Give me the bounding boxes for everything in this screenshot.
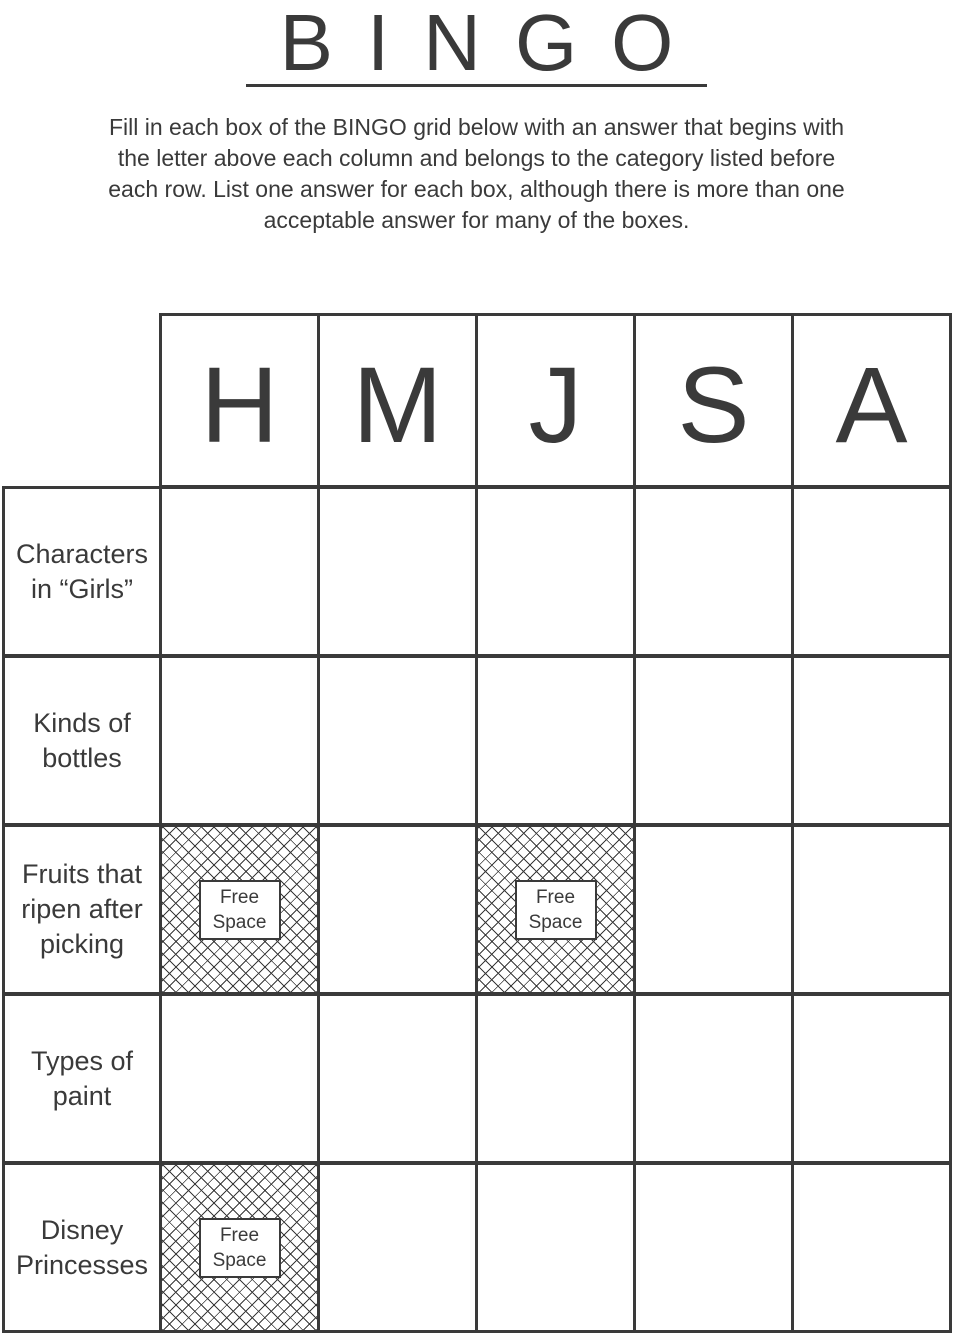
answer-cell[interactable]: [317, 824, 478, 995]
free-space-line-2: Space: [212, 911, 267, 933]
answer-cell[interactable]: [791, 993, 952, 1164]
free-space-cell: [159, 1162, 320, 1333]
answer-cell[interactable]: [159, 993, 320, 1164]
category-line: Princesses: [15, 1249, 149, 1280]
instructions-text: Fill in each box of the BINGO grid below with an answer that begins with the letter above each column and belongs to the category listed before each row. List one answer for each box, although there is more than one acceptable answer for many of the boxes.: [108, 114, 845, 233]
answer-cell[interactable]: [633, 486, 794, 657]
answer-cell[interactable]: [633, 1162, 794, 1333]
free-space-line-1: Free: [219, 886, 260, 908]
row-category-4: [2, 993, 162, 1164]
column-letter: S: [677, 343, 750, 465]
category-line: Types of: [30, 1045, 134, 1076]
free-space-label: [199, 1218, 281, 1278]
category-line: picking: [39, 929, 125, 959]
free-space-cell: [475, 824, 636, 995]
free-space-label: [515, 880, 597, 940]
category-line: Characters: [15, 538, 149, 569]
answer-cell[interactable]: [791, 824, 952, 995]
column-header-m: [317, 313, 478, 488]
free-space-line-2: Space: [528, 911, 583, 933]
column-header-j: [475, 313, 636, 488]
page-title: BINGO: [0, 2, 953, 87]
category-line: Fruits that: [21, 859, 143, 889]
category-label: [25, 1044, 139, 1114]
answer-cell[interactable]: [633, 655, 794, 826]
answer-cell[interactable]: [475, 993, 636, 1164]
row-category-3: [2, 824, 162, 995]
column-letter: H: [200, 343, 279, 465]
answer-cell[interactable]: [159, 655, 320, 826]
category-line: Kinds of: [33, 707, 131, 738]
free-space-label: [199, 880, 281, 940]
category-line: Disney: [40, 1214, 124, 1245]
column-header-s: [633, 313, 794, 488]
column-header-a: [791, 313, 952, 488]
answer-cell[interactable]: [159, 486, 320, 657]
answer-cell[interactable]: [633, 824, 794, 995]
column-letter: J: [528, 343, 583, 465]
answer-cell[interactable]: [475, 655, 636, 826]
row-category-2: [2, 655, 162, 826]
answer-cell[interactable]: [317, 1162, 478, 1333]
free-space-line-1: Free: [535, 886, 576, 908]
column-letter: A: [835, 343, 908, 465]
row-category-1: [2, 486, 162, 657]
answer-cell[interactable]: [633, 993, 794, 1164]
category-label: [10, 537, 154, 607]
answer-cell[interactable]: [475, 1162, 636, 1333]
answer-cell[interactable]: [317, 993, 478, 1164]
answer-cell[interactable]: [791, 655, 952, 826]
answer-cell[interactable]: [317, 486, 478, 657]
free-space-cell: [159, 824, 320, 995]
category-label: [10, 1213, 154, 1283]
category-line: in “Girls”: [30, 573, 133, 604]
category-label: [15, 857, 149, 962]
answer-cell[interactable]: [317, 655, 478, 826]
free-space-line-1: Free: [219, 1224, 260, 1246]
answer-cell[interactable]: [475, 486, 636, 657]
column-header-h: [159, 313, 320, 488]
category-line: bottles: [42, 742, 122, 773]
answer-cell[interactable]: [791, 486, 952, 657]
category-label: [27, 706, 137, 776]
answer-cell[interactable]: [791, 1162, 952, 1333]
category-line: paint: [52, 1080, 112, 1111]
column-letter: M: [352, 343, 443, 465]
row-category-5: [2, 1162, 162, 1333]
free-space-line-2: Space: [212, 1249, 267, 1271]
category-line: ripen after: [21, 894, 143, 924]
